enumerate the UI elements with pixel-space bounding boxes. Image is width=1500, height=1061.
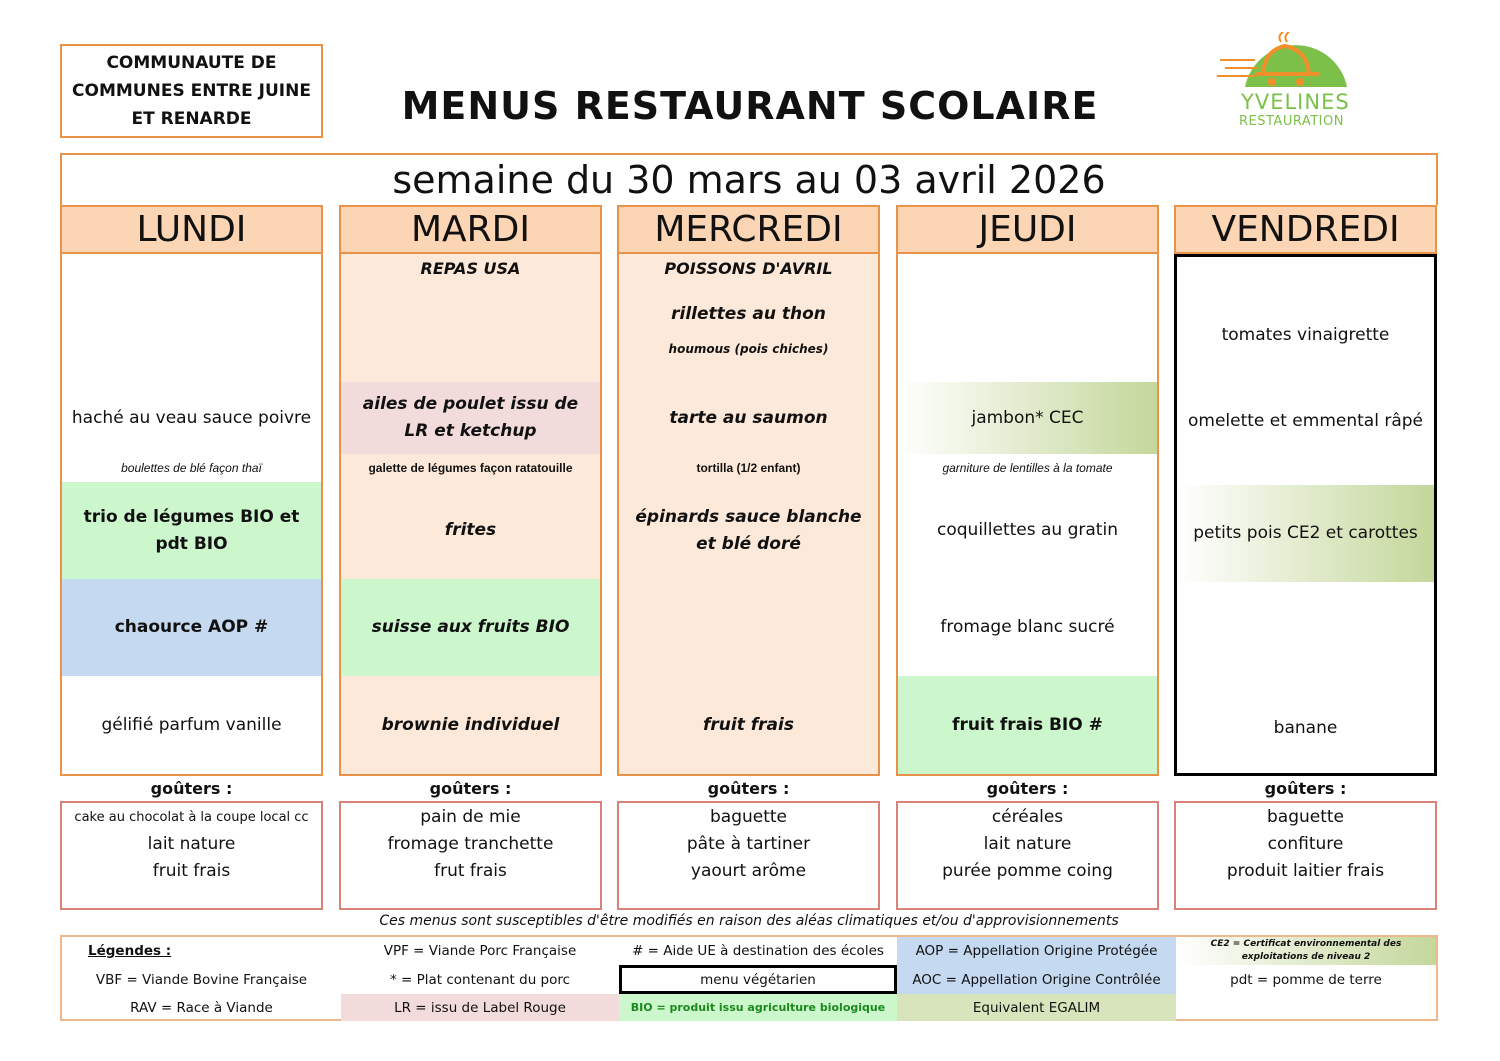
gouters-label: goûters : [150, 779, 233, 798]
starter-alternative: houmous (pois chiches) [668, 342, 829, 356]
vegetarian-alternative: tortilla (1/2 enfant) [696, 460, 801, 475]
menu-body [617, 254, 880, 776]
dairy [619, 579, 878, 676]
dairy: fromage blanc sucré [940, 617, 1115, 637]
main-dish: jambon* CEC [898, 382, 1157, 454]
menu-theme [62, 254, 321, 282]
gouter-item: produit laitier frais [1226, 861, 1385, 881]
gouter-item: frut frais [434, 861, 507, 881]
main-dish: tarte au saumon [669, 407, 828, 428]
legend-item: Légendes : [88, 943, 172, 959]
day-header: MARDI [339, 205, 602, 254]
day-header: JEUDI [896, 205, 1159, 254]
starter [898, 282, 1157, 382]
gouter-item: fromage tranchette [387, 834, 554, 854]
legend-item: RAV = Race à Viande [130, 999, 273, 1016]
gouters-box [896, 801, 1159, 910]
week-title: semaine du 30 mars au 03 avril 2026 [60, 153, 1438, 205]
organization-box [60, 44, 323, 138]
main-dish: omelette et emmental râpé [1187, 410, 1423, 431]
disclaimer: Ces menus sont susceptibles d'être modifiés en raison des aléas climatiques et/ou d'approvisionnements [379, 913, 1119, 929]
menu-body [339, 254, 602, 776]
gouter-item: pain de mie [420, 807, 521, 827]
day-column-mercredi [617, 205, 880, 910]
starter-dish: rillettes au thon [671, 304, 826, 324]
gouters-box [1174, 801, 1437, 910]
gouters-box [60, 801, 323, 910]
vegetarian-alternative: galette de légumes façon ratatouille [368, 460, 573, 475]
vegetarian-alternative [1177, 457, 1434, 485]
day-header: LUNDI [60, 205, 323, 254]
menu-theme [898, 254, 1157, 282]
gouter-item: baguette [1266, 807, 1345, 827]
legend-item: AOP = Appellation Origine Protégée [897, 937, 1176, 965]
menu-body [1174, 254, 1437, 776]
dairy [1177, 582, 1434, 679]
gouter-item: confiture [1267, 834, 1344, 854]
dessert: fruit frais BIO # [898, 676, 1157, 774]
gouter-item: purée pomme coing [942, 861, 1113, 881]
gouter-item: pâte à tartiner [686, 834, 811, 854]
side-dish: trio de légumes BIO et pdt BIO [62, 482, 321, 579]
gouters-box [339, 801, 602, 910]
gouters-box [617, 801, 880, 910]
legend [60, 935, 1438, 1021]
gouters-label: goûters : [429, 779, 512, 798]
legend-item: # = Aide UE à destination des écoles [632, 943, 884, 959]
legend-item: * = Plat contenant du porc [389, 971, 571, 988]
legend-item: AOC = Appellation Origine Contrôlée [897, 965, 1176, 994]
day-column-jeudi [896, 205, 1159, 910]
logo-subtext: RESTAURATION [1239, 114, 1344, 129]
organization-name: COMMUNAUTE DE COMMUNES ENTRE JUINE ET RENARDE [72, 53, 311, 129]
starter [619, 282, 878, 382]
day-header: VENDREDI [1174, 205, 1437, 254]
menu-body [896, 254, 1159, 776]
side-dish: petits pois CE2 et carottes [1177, 485, 1434, 582]
legend-item: CE2 = Certificat environnemental des exploitations de niveau 2 [1176, 937, 1436, 965]
gouter-item: baguette [709, 807, 788, 827]
side-dish: épinards sauce blanche et blé doré [635, 506, 862, 554]
menu-body [60, 254, 323, 776]
yvelines-restauration-logo [1215, 32, 1355, 132]
dessert: banane [1273, 717, 1338, 738]
gouters-label: goûters : [1264, 779, 1347, 798]
gouter-item: lait nature [983, 834, 1072, 854]
starter-dish: tomates vinaigrette [1221, 324, 1390, 345]
side-dish: frites [444, 520, 497, 540]
legend-item: VBF = Viande Bovine Française [95, 971, 308, 988]
day-header: MERCREDI [617, 205, 880, 254]
day-column-mardi [339, 205, 602, 910]
legend-item: BIO = produit issu agriculture biologique [619, 994, 897, 1021]
day-column-vendredi [1174, 205, 1437, 910]
day-column-lundi [60, 205, 323, 910]
gouter-item: céréales [991, 807, 1064, 827]
legend-item: Equivalent EGALIM [897, 994, 1176, 1021]
gouter-item: lait nature [147, 834, 236, 854]
dessert: fruit frais [703, 714, 794, 735]
main-dish: haché au veau sauce poivre [71, 407, 312, 428]
gouters-label: goûters : [986, 779, 1069, 798]
gouters-label: goûters : [707, 779, 790, 798]
logo-text: YVELINES [1241, 90, 1350, 114]
dairy: chaource AOP # [62, 579, 321, 676]
gouter-item: fruit frais [152, 861, 231, 881]
legend-item: VPF = Viande Porc Française [383, 943, 577, 959]
cloche-logo-icon [1215, 32, 1355, 92]
page-title: MENUS RESTAURANT SCOLAIRE [401, 84, 1099, 128]
dairy: suisse aux fruits BIO [341, 579, 600, 676]
vegetarian-alternative: garniture de lentilles à la tomate [942, 460, 1113, 475]
main-dish: ailes de poulet issu de LR et ketchup [341, 382, 600, 454]
menu-theme [1177, 257, 1434, 285]
legend-item [1176, 994, 1436, 1021]
starter [62, 282, 321, 382]
legend-item: LR = issu de Label Rouge [341, 994, 619, 1021]
dessert: brownie individuel [381, 714, 560, 735]
legend-item: menu végétarien [619, 965, 897, 994]
vegetarian-alternative: boulettes de blé façon thaï [121, 460, 262, 475]
starter [341, 282, 600, 382]
side-dish: coquillettes au gratin [937, 520, 1118, 540]
gouter-item: yaourt arôme [690, 861, 807, 881]
dessert: gélifié parfum vanille [101, 714, 282, 735]
starter [1177, 285, 1434, 385]
gouter-item: cake au chocolat à la coupe local cc [74, 810, 309, 825]
menu-theme: POISSONS D'AVRIL [664, 258, 833, 278]
menu-theme: REPAS USA [420, 258, 521, 278]
legend-item: pdt = pomme de terre [1230, 971, 1382, 988]
